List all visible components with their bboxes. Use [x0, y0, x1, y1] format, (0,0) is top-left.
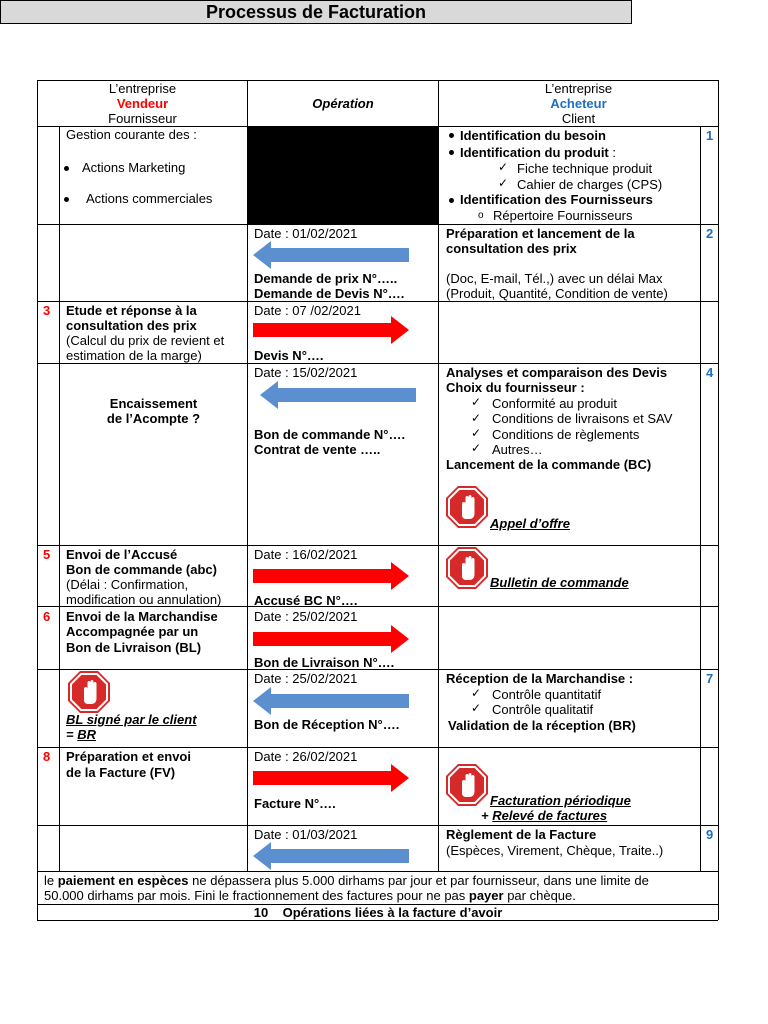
row1-right-check: Cahier de charges (CPS) — [517, 177, 663, 192]
row2-right-text: (Produit, Quantité, Condition de vente) — [446, 286, 668, 301]
step-number: 8 — [43, 749, 51, 764]
row1-right-b1: Identification du besoin — [460, 128, 606, 143]
row6-left-title: Bon de Livraison (BL) — [66, 640, 202, 655]
row1-right-b2-rest: : — [608, 145, 616, 160]
grid-line — [37, 871, 718, 872]
bullet — [64, 197, 69, 202]
row7-doc: Bon de Réception N°…. — [254, 717, 400, 732]
equals-sign: = — [66, 727, 78, 742]
row1-left-item: Actions Marketing — [82, 160, 186, 175]
arrow-left-icon — [253, 842, 411, 870]
check-icon: ✓ — [498, 160, 509, 174]
row4-doc: Bon de commande N°…. — [254, 427, 406, 442]
stop-hand-icon — [446, 486, 488, 528]
arrow-left-icon — [253, 687, 411, 715]
row6-left-title: Envoi de la Marchandise — [66, 609, 218, 624]
stop-hand-icon — [446, 764, 488, 806]
check-icon: ✓ — [498, 176, 509, 190]
row7-left-br: BR — [77, 727, 96, 742]
row4-date: Date : 15/02/2021 — [254, 365, 358, 380]
grid-line — [438, 80, 439, 871]
step-number: 5 — [43, 547, 51, 562]
row7-right-title: Validation de la réception (BR) — [448, 718, 636, 733]
row7-right-title: Réception de la Marchandise : — [446, 671, 634, 686]
row3-doc: Devis N°…. — [254, 348, 324, 363]
step-number: 4 — [706, 365, 714, 380]
check-icon: ✓ — [471, 395, 482, 409]
check-icon: ✓ — [471, 686, 482, 700]
row1-left-intro: Gestion courante des : — [66, 127, 197, 142]
stop-hand-icon — [446, 547, 488, 589]
row9-right-title: Règlement de la Facture — [446, 827, 597, 842]
step-number: 1 — [706, 128, 714, 143]
grid-line — [37, 747, 718, 748]
footer-last-row: 10 Opérations liées à la facture d’avoir — [253, 905, 503, 920]
row2-right-text: (Doc, E-mail, Tél.,) avec un délai Max — [446, 271, 663, 286]
step-number: 6 — [43, 609, 51, 624]
check-icon: ✓ — [471, 701, 482, 715]
row8-releve: Relevé de factures — [492, 808, 608, 823]
row4-right-check: Autres… — [492, 442, 543, 457]
step-number: 9 — [706, 827, 714, 842]
page-title: Processus de Facturation — [0, 0, 632, 24]
row5-doc: Accusé BC N°…. — [254, 593, 358, 608]
row3-date: Date : 07 /02/2021 — [254, 303, 361, 318]
bullet — [64, 166, 69, 171]
grid-line — [37, 80, 38, 920]
footer-text: ne dépassera plus 5.000 dirhams par jour et par fournisseur, dans une limite de — [188, 873, 649, 888]
row9-right-text: (Espèces, Virement, Chèque, Traite..) — [446, 843, 664, 858]
footer-note-line2 — [44, 888, 576, 903]
blacked-out-cell — [248, 127, 438, 224]
bullet — [449, 198, 454, 203]
row4-left: Encaissement — [109, 396, 198, 411]
row4-right-title: Choix du fournisseur : — [446, 380, 585, 395]
row1-right-b2 — [460, 145, 616, 160]
check-icon: ✓ — [471, 441, 482, 455]
grid-line — [37, 920, 718, 921]
grid-line — [700, 126, 701, 871]
plus-sign: + — [481, 808, 493, 823]
row5-left-text: modification ou annulation) — [66, 592, 222, 607]
header-middle: Opération — [312, 96, 374, 111]
row4-right-check: Conditions de livraisons et SAV — [492, 411, 673, 426]
step-number: 7 — [706, 671, 714, 686]
row8-left-title: de la Facture (FV) — [66, 765, 176, 780]
header-left-role: Vendeur — [116, 96, 169, 111]
stop-hand-icon — [68, 671, 110, 713]
row8-doc: Facture N°…. — [254, 796, 336, 811]
row2-right-title: consultation des prix — [446, 241, 577, 256]
header-right-role: Acheteur — [550, 96, 607, 111]
row2-right-title: Préparation et lancement de la — [446, 226, 635, 241]
row3-left-text: (Calcul du prix de revient et — [66, 333, 225, 348]
row5-stop-label: Bulletin de commande — [490, 575, 629, 590]
row5-left-title: Envoi de l’Accusé — [66, 547, 178, 562]
check-icon: ✓ — [471, 426, 482, 440]
footer-text: le — [44, 873, 58, 888]
header-left-line1: L’entreprise — [108, 81, 177, 96]
grid-line — [718, 80, 719, 920]
bullet — [449, 133, 454, 138]
row2-doc: Demande de prix N°….. — [254, 271, 398, 286]
circle-bullet-icon: o — [478, 210, 484, 221]
footer-bold: payer — [468, 888, 504, 903]
row6-date: Date : 25/02/2021 — [254, 609, 358, 624]
arrow-left-icon — [260, 381, 418, 409]
arrow-left-icon — [253, 241, 411, 269]
row1-left-item: Actions commerciales — [86, 191, 213, 206]
grid-line — [37, 825, 718, 826]
row6-left-title: Accompagnée par un — [66, 624, 199, 639]
row3-left-title: consultation des prix — [66, 318, 197, 333]
row5-left-title: Bon de commande (abc) — [66, 562, 217, 577]
footer-text: 50.000 dirhams par mois. Fini le fractionnement des factures pour ne pas — [44, 888, 469, 903]
grid-line — [59, 126, 60, 871]
header-left-line3: Fournisseur — [108, 111, 177, 126]
step-number: 3 — [43, 303, 51, 318]
grid-line — [37, 545, 718, 546]
row7-left-label2 — [66, 727, 96, 742]
row4-right-check: Conformité au produit — [492, 396, 618, 411]
row7-right-check: Contrôle qualitatif — [492, 702, 594, 717]
row4-right-title: Lancement de la commande (BC) — [446, 457, 652, 472]
row7-left-label: BL signé par le client — [66, 712, 197, 727]
row1-right-sub: Répertoire Fournisseurs — [493, 208, 633, 223]
footer-note-line1 — [44, 873, 649, 888]
arrow-right-icon — [253, 625, 411, 653]
row8-date: Date : 26/02/2021 — [254, 749, 358, 764]
row1-right-b3: Identification des Fournisseurs — [460, 192, 653, 207]
arrow-right-icon — [253, 562, 411, 590]
header-right-line1: L’entreprise — [544, 81, 613, 96]
row4-left: de l’Acompte ? — [106, 411, 201, 426]
header-right-line3: Client — [561, 111, 596, 126]
row5-date: Date : 16/02/2021 — [254, 547, 358, 562]
grid-line — [37, 301, 718, 302]
row8-stop-label2 — [481, 808, 607, 823]
footer-bold: paiement en espèces — [57, 873, 189, 888]
row9-date: Date : 01/03/2021 — [254, 827, 358, 842]
row1-right-check: Fiche technique produit — [517, 161, 653, 176]
bullet — [449, 150, 454, 155]
arrow-right-icon — [253, 316, 411, 344]
row4-doc: Contrat de vente ….. — [254, 442, 381, 457]
step-number: 2 — [706, 226, 714, 241]
row3-left-title: Etude et réponse à la — [66, 303, 197, 318]
row4-right-title: Analyses et comparaison des Devis — [446, 365, 668, 380]
row3-left-text: estimation de la marge) — [66, 348, 202, 363]
grid-line — [37, 224, 718, 225]
row5-left-text: (Délai : Confirmation, — [66, 577, 189, 592]
row4-right-check: Conditions de règlements — [492, 427, 640, 442]
row2-date: Date : 01/02/2021 — [254, 226, 358, 241]
row2-doc: Demande de Devis N°…. — [254, 286, 405, 301]
row7-right-check: Contrôle quantitatif — [492, 687, 602, 702]
row6-doc: Bon de Livraison N°…. — [254, 655, 395, 670]
row8-left-title: Préparation et envoi — [66, 749, 191, 764]
row1-right-b2-bold: Identification du produit — [460, 145, 609, 160]
check-icon: ✓ — [471, 411, 482, 425]
grid-line — [37, 363, 718, 364]
row7-date: Date : 25/02/2021 — [254, 671, 358, 686]
row8-stop-label: Facturation périodique — [490, 793, 631, 808]
arrow-right-icon — [253, 764, 411, 792]
footer-text: par chèque. — [503, 888, 576, 903]
row4-stop-label: Appel d’offre — [490, 516, 570, 531]
